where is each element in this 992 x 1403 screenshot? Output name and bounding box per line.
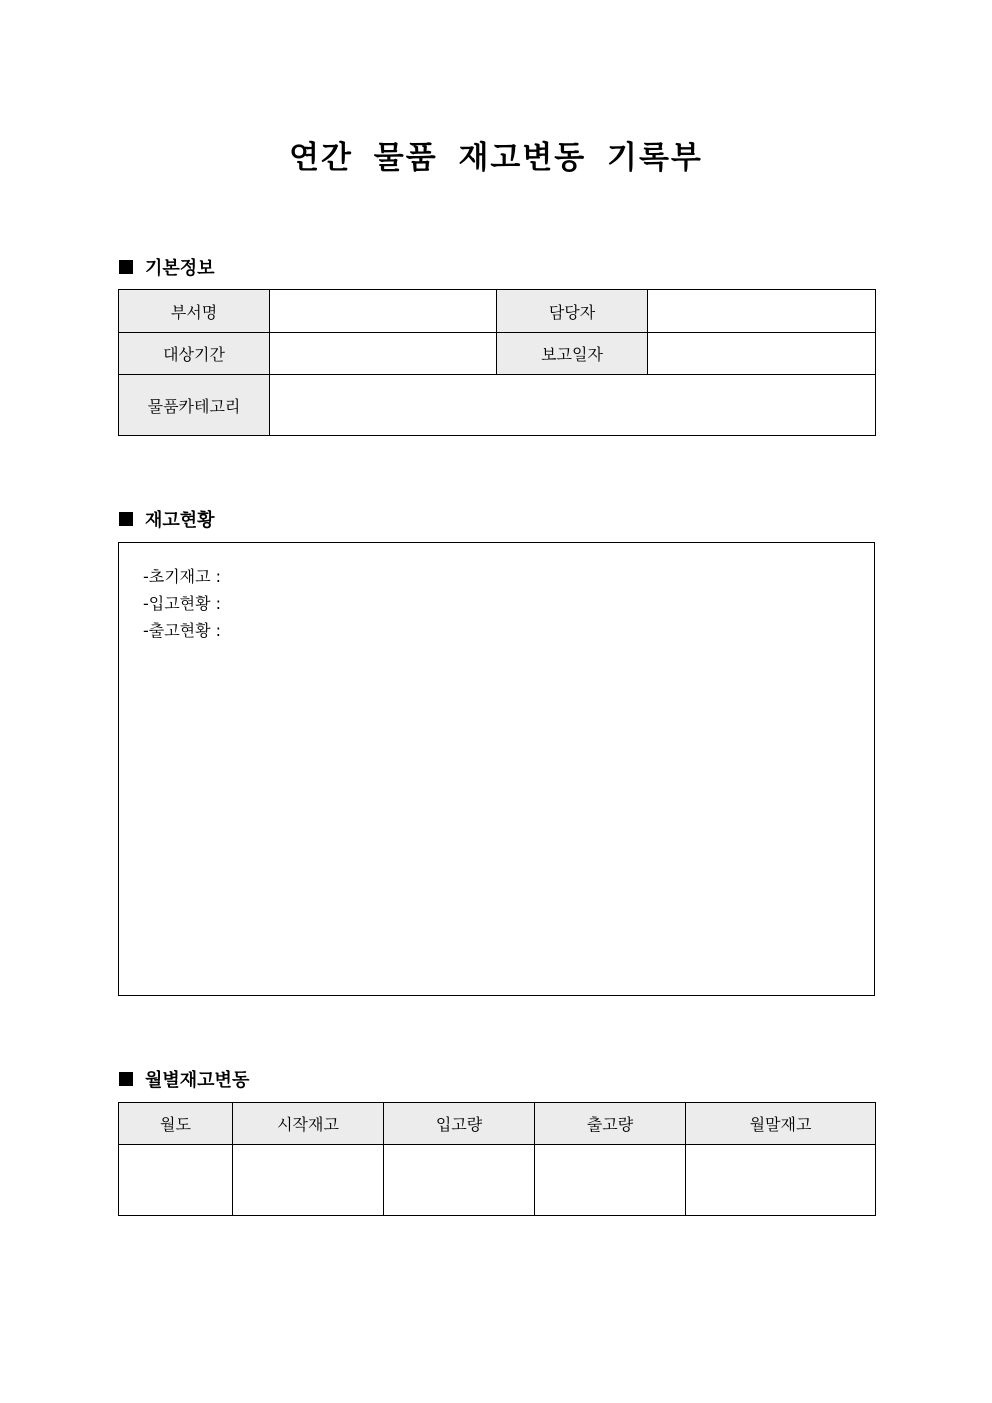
- square-bullet-icon: [119, 512, 133, 526]
- manager-label: 담당자: [497, 290, 648, 333]
- table-header-row: [119, 1103, 876, 1145]
- department-field[interactable]: [270, 290, 497, 333]
- basic-info-table: [118, 289, 876, 436]
- section-heading-inventory-status: [119, 506, 215, 532]
- initial-stock-line: -초기재고 :: [143, 567, 222, 586]
- report-date-field[interactable]: [648, 333, 876, 375]
- table-row: [119, 1145, 876, 1216]
- inventory-status-lines: [143, 563, 221, 644]
- table-row: [119, 333, 876, 375]
- column-header-month: 월도: [119, 1103, 233, 1145]
- table-row: [119, 290, 876, 333]
- monthly-change-table: [118, 1102, 876, 1216]
- report-date-label: 보고일자: [497, 333, 648, 375]
- department-label: 부서명: [119, 290, 270, 333]
- outbound-status-line: -출고현황 :: [143, 621, 222, 640]
- section-heading-monthly-change: [119, 1066, 249, 1092]
- manager-field[interactable]: [648, 290, 876, 333]
- column-header-end-stock: 월말재고: [686, 1103, 876, 1145]
- page-title: 연간 물품 재고변동 기록부: [289, 140, 703, 176]
- month-cell[interactable]: [119, 1145, 233, 1216]
- square-bullet-icon: [119, 1072, 133, 1086]
- category-label: 물품카테고리: [119, 375, 270, 436]
- period-field[interactable]: [270, 333, 497, 375]
- table-row: [119, 375, 876, 436]
- end-stock-cell[interactable]: [686, 1145, 876, 1216]
- start-stock-cell[interactable]: [233, 1145, 384, 1216]
- section-heading-basic-info: [119, 254, 215, 280]
- inbound-cell[interactable]: [384, 1145, 535, 1216]
- column-header-start-stock: 시작재고: [233, 1103, 384, 1145]
- section-title: 기본정보: [145, 258, 215, 279]
- inbound-status-line: -입고현황 :: [143, 594, 222, 613]
- column-header-inbound: 입고량: [384, 1103, 535, 1145]
- inventory-status-box[interactable]: [118, 542, 875, 996]
- section-title: 재고현황: [145, 510, 215, 531]
- category-field[interactable]: [270, 375, 876, 436]
- section-title: 월별재고변동: [145, 1070, 250, 1091]
- period-label: 대상기간: [119, 333, 270, 375]
- square-bullet-icon: [119, 260, 133, 274]
- column-header-outbound: 출고량: [535, 1103, 686, 1145]
- outbound-cell[interactable]: [535, 1145, 686, 1216]
